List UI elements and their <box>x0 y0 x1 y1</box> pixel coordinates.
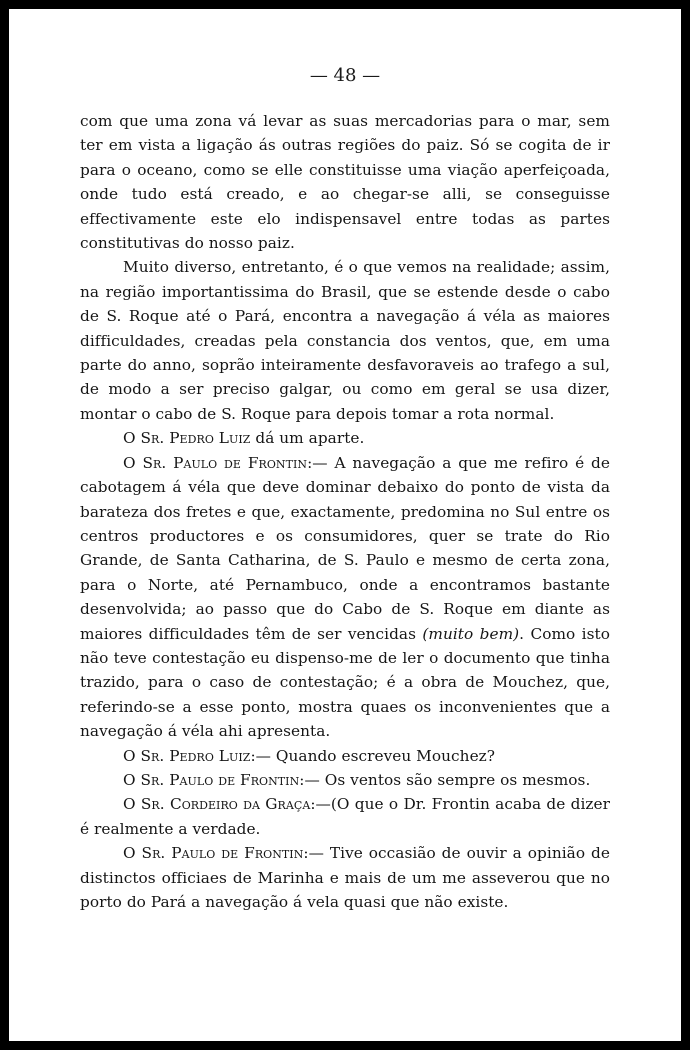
page-number: — 48 — <box>309 65 381 86</box>
paragraph: Muito diverso, entretanto, é o que vemos na realidade; assim, na região importantissima do Brasil, que se estende desde o cabo de S. Roque até o Pará, encontra a navegação á véla as maiores difficuldades, creadas pela constancia dos ventos, que, em uma parte do anno, soprão inteiramente desfavoraveis ao trafego a sul, de modo a ser preciso galgar, ou como em geral se usa dizer, montar o cabo de S. Roque para depois tomar a rota normal. <box>80 258 610 423</box>
speech-prefix: O <box>123 429 136 448</box>
speech-paragraph <box>80 744 610 768</box>
speaker-name: Sr. Pedro Luiz <box>140 429 251 448</box>
speech-text: :— A navegação a que me refiro é de cabotagem á véla que deve dominar debaixo do ponto de vista da barateza dos fretes e que, exactamente, predomina no Sul entre os centros productores e os consumidores, quer se trate do Rio Grande, de Santa Catharina, de S. Paulo e mesmo de certa zona, para o Norte, até Pernambuco, onde a encontramos bastante desenvolvida; ao passo que do Cabo de S. Roque em diante as maiores difficuldades têm de ser vencidas <box>80 453 610 643</box>
speech-text: :—(O que o Dr. Frontin acaba de dizer é realmente a verdade. <box>80 795 611 838</box>
speech-prefix: O <box>123 746 136 765</box>
speech-prefix: O <box>123 795 136 814</box>
speech-paragraph <box>80 768 610 792</box>
speaker-name: Sr. Paulo de Frontin <box>140 770 300 789</box>
speech-text: :— Tive occasião de ouvir a opinião de distinctos officiaes de Marinha e mais de um me asseverou que no porto do Pará a navegação á vela quasi que não existe. <box>80 844 610 911</box>
paragraph-continuation: com que uma zona vá levar as suas mercadorias para o mar, sem ter em vista a ligação ás outras regiões do paiz. Só se cogita de ir para o oceano, como se elle constituisse uma viação aperfeiçoada, onde tudo está creado, e ao chegar-se alli, se conseguisse effectivamente este elo indispensavel entre todas as partes constitutivas do nosso paiz. <box>80 112 610 253</box>
speech-paragraph <box>80 426 610 450</box>
speech-paragraph <box>80 841 610 914</box>
page-body <box>80 109 610 914</box>
speaker-name: Sr. Pedro Luiz <box>140 746 251 765</box>
speech-text: :— Quando escreveu Mouchez? <box>250 746 496 765</box>
speech-italic-note: (muito bem) <box>422 624 520 643</box>
speaker-name: Sr. Paulo de Frontin <box>142 453 308 472</box>
speaker-name: Sr. Cordeiro da Graça <box>140 795 311 814</box>
speech-prefix: O <box>123 770 136 789</box>
speech-paragraph <box>80 451 610 744</box>
speech-text-after: . Como isto não teve contestação eu dispenso-me de ler o documento que tinha trazido, para o caso de contestação; é a obra de Mouchez, que, referindo-se a esse ponto, mostra quaes os inconvenientes que a navegação á véla ahi apresenta. <box>80 624 610 741</box>
speech-paragraph <box>80 792 610 841</box>
speaker-name: Sr. Paulo de Frontin <box>141 844 304 863</box>
speech-text: :— Os ventos são sempre os mesmos. <box>299 770 591 789</box>
speech-prefix: O <box>123 844 136 863</box>
speech-prefix: O <box>123 453 136 472</box>
speech-text: dá um aparte. <box>250 429 365 448</box>
